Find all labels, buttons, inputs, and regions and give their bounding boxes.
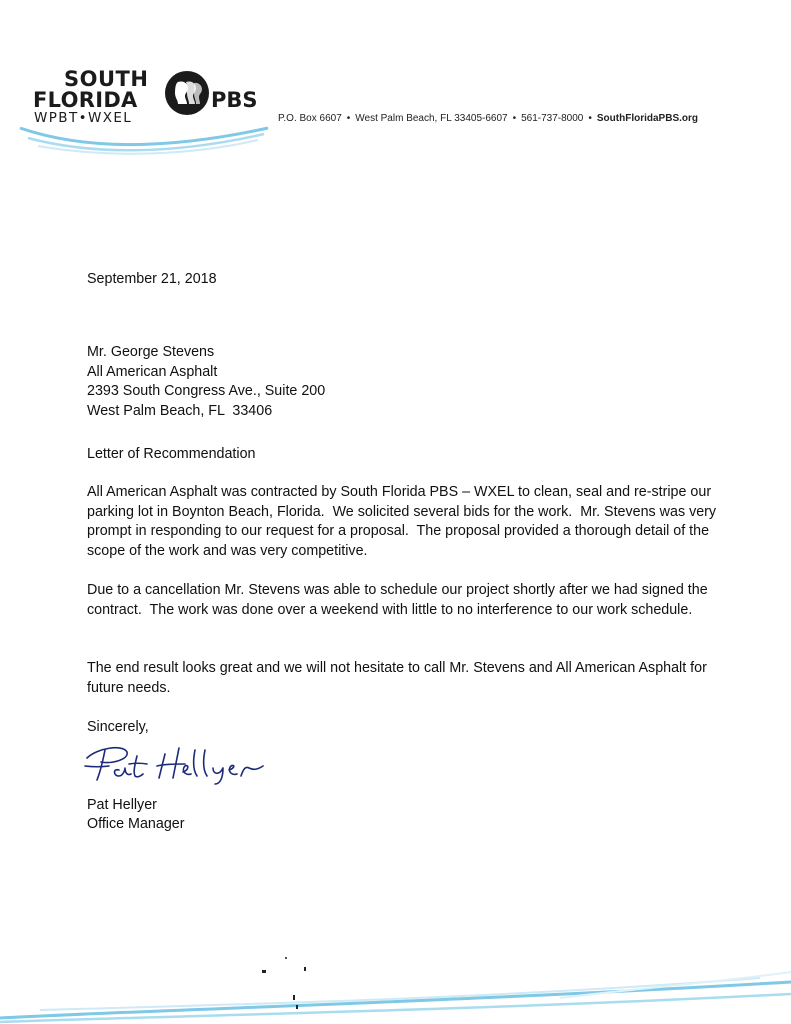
logo-pbs-text: PBS [211,88,258,112]
letterhead-address [278,113,698,124]
letter-date: September 21, 2018 [87,271,217,287]
recipient-company: All American Asphalt [87,363,218,380]
letter-subject: Letter of Recommendation [87,446,256,462]
address-city: West Palm Beach, FL 33405-6607 [355,113,508,124]
pbs-head-icon [164,70,210,116]
handwritten-signature [83,736,293,786]
po-box: P.O. Box 6607 [278,113,342,124]
address-phone: 561-737-8000 [521,113,584,124]
south-florida-pbs-logo [18,56,268,156]
address-separator: • [588,113,592,124]
body-paragraph: All American Asphalt was contracted by South Florida PBS – WXEL to clean, seal and re-stripe our parking lot in Boynton Beach, Florida. We solicited several bids for the work. Mr. Stevens was very prompt in responding to our request for a proposal. The proposal provided a thorough detail of the scope of the work and was very competitive. [87,484,721,559]
logo-south-text: SOUTH [64,67,149,91]
body-paragraph: The end result looks great and we will not hesitate to call Mr. Stevens and All American Asphalt for future needs. [87,660,711,696]
logo-call-letters: WPBT•WXEL [34,110,133,126]
recipient-street: 2393 South Congress Ave., Suite 200 [87,383,326,399]
signer-name: Pat Hellyer [87,797,157,813]
address-website: SouthFloridaPBS.org [596,113,698,124]
scan-artifacts [250,955,330,1015]
letter-closing: Sincerely, [87,719,149,735]
recipient-block [87,343,325,421]
recipient-city: West Palm Beach, FL 33406 [87,402,273,419]
address-separator: • [512,113,517,124]
address-separator: • [346,113,351,124]
footer-wave-graphic [0,958,791,1024]
signer-title: Office Manager [87,816,185,832]
logo-florida-text: FLORIDA [33,88,138,112]
body-paragraph: Due to a cancellation Mr. Stevens was able to schedule our project shortly after we had signed the contract. The work was done over a weekend with little to no interference to our work schedule. [87,582,712,618]
recipient-name: Mr. George Stevens [87,344,215,360]
